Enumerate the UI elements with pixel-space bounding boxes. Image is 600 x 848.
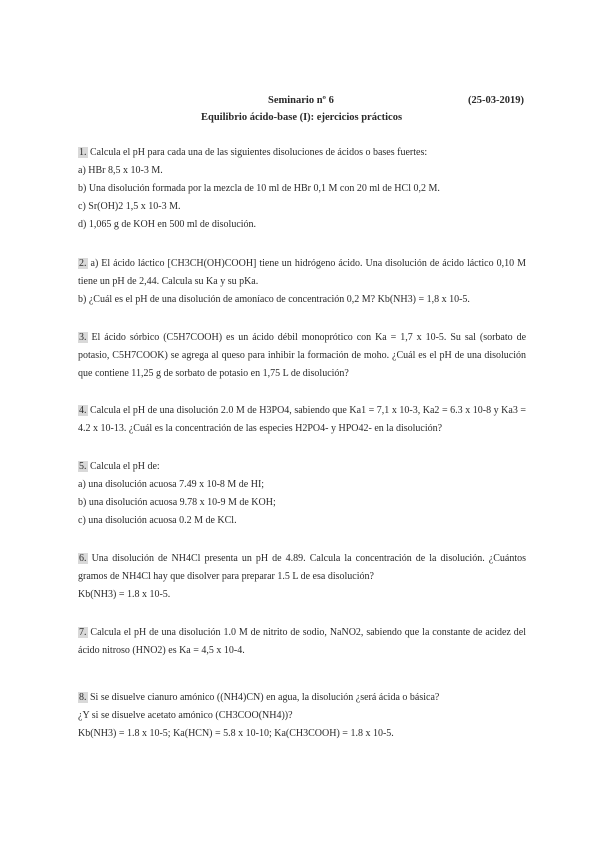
exercise-3: [78, 329, 526, 383]
exercise-3-number: 3.: [79, 332, 87, 343]
exercise-8-constants: Kb(NH3) = 1.8 x 10-5; Ka(HCN) = 5.8 x 10-10; Ka(CH3COOH) = 1.8 x 10-5.: [78, 728, 394, 739]
exercise-1-c: c) Sr(OH)2 1,5 x 10-3 M.: [78, 201, 181, 212]
exercise-6: [78, 550, 526, 604]
exercise-5-b: b) una disolución acuosa 9.78 x 10-9 M de KOH;: [78, 497, 276, 508]
exercise-4: [78, 402, 526, 438]
exercise-1-d: d) 1,065 g de KOH en 500 ml de disolución.: [78, 219, 257, 230]
exercise-5-number: 5.: [79, 461, 87, 472]
exercise-8-question-2: ¿Y si se disuelve acetato amónico (CH3COO(NH4))?: [78, 710, 293, 721]
exercise-5-intro: [78, 458, 526, 476]
exercise-2: [78, 255, 526, 309]
exercise-1-intro-text: Calcula el pH para cada una de las siguientes disoluciones de ácidos o bases fuertes:: [90, 147, 428, 158]
exercise-8-question: [78, 689, 526, 707]
seminar-title: Seminario nº 6: [268, 95, 334, 106]
exercise-4-text: Calcula el pH de una disolución 2.0 M de H3PO4, sabiendo que Ka1 = 7,1 x 10-3, Ka2 = 6.3 x 10-8 y Ka3 = 4.2 x 10-13. ¿Cuál es la concentración de las especies H2PO4- y HPO42- en la disolución?: [78, 405, 526, 434]
exercise-1-a: a) HBr 8,5 x 10-3 M.: [78, 165, 163, 176]
exercise-5-c: c) una disolución acuosa 0.2 M de KCl.: [78, 515, 237, 526]
exercise-1: [78, 144, 526, 234]
exercise-5: [78, 458, 526, 530]
exercise-7: [78, 624, 526, 660]
exercise-2-a: [78, 255, 526, 291]
exercise-6-number: 6.: [79, 553, 87, 564]
exercise-8: [78, 689, 526, 743]
exercise-6-kb: Kb(NH3) = 1.8 x 10-5.: [78, 589, 171, 600]
exercise-5-a: a) una disolución acuosa 7.49 x 10-8 M de HI;: [78, 479, 265, 490]
seminar-date: (25-03-2019): [468, 95, 524, 106]
exercise-6-text: Una disolución de NH4Cl presenta un pH de 4.89. Calcula la concentración de la disolución. ¿Cuántos gramos de NH4Cl hay que disolver para preparar 1.5 L de esa disolución?: [78, 553, 526, 582]
exercise-6-body: [78, 550, 526, 586]
exercise-1-number: 1.: [79, 147, 87, 158]
exercise-4-number: 4.: [79, 405, 87, 416]
exercise-2-a-text: a) El ácido láctico [CH3CH(OH)COOH] tiene un hidrógeno ácido. Una disolución de ácido láctico 0,10 M tiene un pH de 2,44. Calcula su Ka y su pKa.: [78, 258, 526, 287]
exercise-2-b: b) ¿Cuál es el pH de una disolución de amoníaco de concentración 0,2 M? Kb(NH3) = 1,8 x 10-5.: [78, 294, 470, 305]
exercise-2-number: 2.: [79, 258, 87, 269]
exercise-3-text: El ácido sórbico (C5H7COOH) es un ácido débil monoprótico con Ka = 1,7 x 10-5. Su sal (sorbato de potasio, C5H7COOK) se agrega al queso para inhibir la formación de moho. ¿Cuál es el pH de una disolución que contiene 11,25 g de sorbato de potasio en 1,75 L de disolución?: [78, 332, 527, 379]
exercise-8-text: Si se disuelve cianuro amónico ((NH4)CN) en agua, la disolución ¿será ácida o básica?: [90, 692, 440, 703]
exercise-5-intro-text: Calcula el pH de:: [90, 461, 160, 472]
seminar-subtitle: Equilibrio ácido-base (I): ejercicios prácticos: [201, 112, 403, 123]
exercise-1-intro: [78, 144, 526, 162]
exercise-7-number: 7.: [79, 627, 87, 638]
exercise-8-number: 8.: [79, 692, 87, 703]
exercise-7-text: Calcula el pH de una disolución 1.0 M de nitrito de sodio, NaNO2, sabiendo que la constante de acidez del ácido nitroso (HNO2) es Ka = 4,5 x 10-4.: [78, 627, 526, 656]
exercise-1-b: b) Una disolución formada por la mezcla de 10 ml de HBr 0,1 M con 20 ml de HCl 0,2 M.: [78, 183, 440, 194]
